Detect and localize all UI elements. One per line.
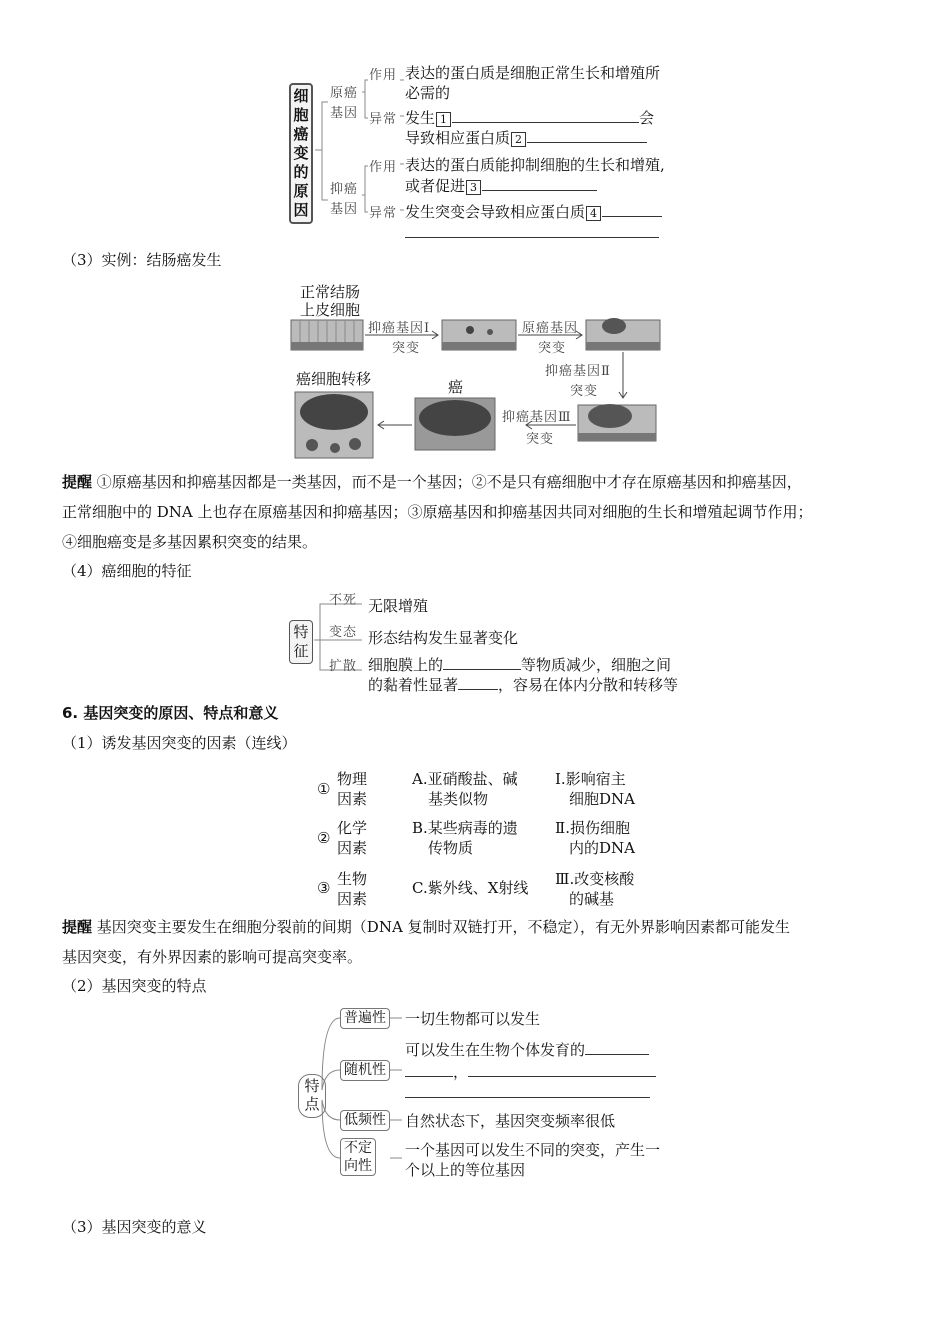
traits-root-char: 特 xyxy=(304,1077,320,1095)
agent-line: C.紫外线、X射线 xyxy=(412,879,529,897)
arrow-4-label-bottom: 突变 xyxy=(526,432,555,447)
factor-line: 化学 xyxy=(337,819,368,837)
proto-func-text-2: 必需的 xyxy=(405,84,451,102)
feature-key-1: 不死 xyxy=(329,593,358,608)
factor-line: 生物 xyxy=(337,870,368,888)
feature-key-3: 扩散 xyxy=(329,659,358,674)
section-4-title: （4）癌细胞的特征 xyxy=(62,562,192,580)
comma: ， xyxy=(453,1063,469,1081)
cancer-label: 癌 xyxy=(448,378,464,396)
proto-abn-line2: 导致相应蛋白质 xyxy=(405,129,511,147)
trait-randomness-desc-2 xyxy=(405,1062,656,1081)
trait-randomness-desc xyxy=(405,1040,649,1059)
trait-nondirectional-desc-1: 一个基因可以发生不同的突变，产生一 xyxy=(405,1141,661,1159)
row-num: ② xyxy=(317,829,331,847)
section-3-title: （3）实例：结肠癌发生 xyxy=(62,251,222,269)
factor-line: 因素 xyxy=(337,839,368,857)
arrow-3-label-top: 抑癌基因Ⅱ xyxy=(545,364,611,379)
agent-line: A.亚硝酸盐、碱 xyxy=(412,770,518,788)
arrow-3-label-bottom: 突变 xyxy=(570,384,599,399)
tip-2-line-2: 基因突变，有外界因素的影响可提高突变率。 xyxy=(62,948,363,966)
answer-blank-stage[interactable] xyxy=(585,1040,649,1055)
features-root-char: 征 xyxy=(293,642,309,660)
effect-line: Ⅲ.改变核酸 xyxy=(555,870,635,888)
feature-value-3-line2-part2: ，容易在体内分散和转移等 xyxy=(498,676,679,694)
cause-title-char: 癌 xyxy=(293,125,309,143)
factor-line: 因素 xyxy=(337,790,368,808)
tip-label: 提醒 xyxy=(62,473,93,491)
factor-line: 物理 xyxy=(337,770,368,788)
trait-nondirectional-line: 向性 xyxy=(344,1158,372,1174)
proto-func-text: 表达的蛋白质是细胞正常生长和增殖所 xyxy=(405,64,661,82)
effect-line: Ⅰ.影响宿主 xyxy=(555,770,626,788)
trait-universality-desc: 一切生物都可以发生 xyxy=(405,1010,541,1028)
traits-root-box xyxy=(298,1074,326,1118)
trait-nondirectional-desc-2: 个以上的等位基因 xyxy=(405,1161,526,1179)
tip-1-line-3: ④细胞癌变是多基因累积突变的结果。 xyxy=(62,533,318,551)
sup-func-text: 表达的蛋白质能抑制细胞的生长和增殖, xyxy=(405,156,665,174)
arrow-1-label-bottom: 突变 xyxy=(392,341,421,356)
answer-blank-location[interactable] xyxy=(468,1062,656,1077)
arrow-1-label-top: 抑癌基因Ⅰ xyxy=(368,321,431,336)
trait-nondirectional-line: 不定 xyxy=(344,1140,372,1156)
section-6-title: 6. 基因突变的原因、特点和意义 xyxy=(62,704,279,722)
blank-number-box: 4 xyxy=(586,206,601,221)
cause-title-char: 变 xyxy=(293,144,309,162)
tip-1-line-2: 正常细胞中的 DNA 上也存在原癌基因和抑癌基因；③原癌基因和抑癌基因共同对细胞的生长和增殖起调节作用； xyxy=(62,503,813,521)
agent-line: 基类似物 xyxy=(428,790,489,808)
row-num: ① xyxy=(317,780,331,798)
proto-abn-prefix: 发生 xyxy=(405,109,436,127)
agent-line: 传物质 xyxy=(428,839,474,857)
feature-value-3-part2: 等物质减少，细胞之间 xyxy=(521,656,672,674)
agent-line: B.某些病毒的遗 xyxy=(412,819,518,837)
effect-line: 细胞DNA xyxy=(569,790,635,808)
proto-abn-label: 异常 xyxy=(369,112,398,127)
trait-low-frequency-desc: 自然状态下，基因突变频率很低 xyxy=(405,1112,616,1130)
sup-func-label: 作用 xyxy=(369,160,398,175)
proto-func-label: 作用 xyxy=(369,68,398,83)
section-6-1-title: （1）诱发基因突变的因素（连线） xyxy=(62,734,297,752)
suppressor-label-line: 基因 xyxy=(330,202,359,217)
row-num: ③ xyxy=(317,879,331,897)
metastasis-label: 癌细胞转移 xyxy=(296,370,372,388)
trait-universality: 普遍性 xyxy=(340,1008,390,1029)
answer-blank-stage-cont[interactable] xyxy=(405,1062,453,1077)
blank-number-box: 3 xyxy=(466,180,481,195)
blank-number-box: 1 xyxy=(436,112,451,127)
tip-label: 提醒 xyxy=(62,918,93,936)
sup-abn-line: 发生突变会导致相应蛋白质 xyxy=(405,203,586,221)
arrow-2-label-top: 原癌基因 xyxy=(522,321,579,336)
trait-nondirectional xyxy=(340,1138,376,1176)
section-6-2-title: （2）基因突变的特点 xyxy=(62,977,207,995)
proto-label-line: 基因 xyxy=(330,106,359,121)
effect-line: 内的DNA xyxy=(569,839,635,857)
trait-randomness-desc-line1: 可以发生在生物个体发育的 xyxy=(405,1041,586,1059)
feature-value-3-part1: 细胞膜上的 xyxy=(368,656,444,674)
arrow-2-label-bottom: 突变 xyxy=(538,341,567,356)
factor-line: 因素 xyxy=(337,890,368,908)
cause-title-char: 因 xyxy=(293,201,309,219)
suppressor-label-line: 抑癌 xyxy=(330,182,359,197)
effect-line: Ⅱ.损伤细胞 xyxy=(555,819,630,837)
cause-title-char: 的 xyxy=(293,163,309,181)
sup-abn-label: 异常 xyxy=(369,206,398,221)
label-line: 正常结肠 xyxy=(300,283,361,301)
traits-root-char: 点 xyxy=(304,1095,320,1113)
cause-title-char: 胞 xyxy=(293,106,309,124)
section-6-3-title: （3）基因突变的意义 xyxy=(62,1218,207,1236)
feature-value-3-line2-part1: 的黏着性显著 xyxy=(368,676,459,694)
trait-randomness: 随机性 xyxy=(340,1060,390,1081)
feature-value-1: 无限增殖 xyxy=(368,597,429,615)
answer-blank-location-cont[interactable] xyxy=(405,1097,650,1098)
proto-abn-suffix: 会 xyxy=(639,109,655,127)
label-line: 上皮细胞 xyxy=(300,301,361,319)
blank-number-box: 2 xyxy=(511,132,526,147)
feature-key-2: 变态 xyxy=(329,625,358,640)
arrow-4-label-top: 抑癌基因Ⅲ xyxy=(502,410,572,425)
trait-low-frequency: 低频性 xyxy=(340,1110,390,1131)
cause-title-char: 原 xyxy=(293,182,309,200)
sup-func-line2: 或者促进 xyxy=(405,177,466,195)
features-root-char: 特 xyxy=(293,623,309,641)
tip-1-line-1: ①原癌基因和抑癌基因都是一类基因，而不是一个基因；②不是只有癌细胞中才存在原癌基因和抑癌基因， xyxy=(96,473,802,491)
proto-label-line: 原癌 xyxy=(330,86,359,101)
feature-value-2: 形态结构发生显著变化 xyxy=(368,629,519,647)
cause-title-char: 细 xyxy=(293,87,309,105)
tip-2-line-1: 基因突变主要发生在细胞分裂前的间期（DNA 复制时双链打开，不稳定），有无外界影响因素都可能发生 xyxy=(96,918,791,936)
effect-line: 的碱基 xyxy=(569,890,615,908)
